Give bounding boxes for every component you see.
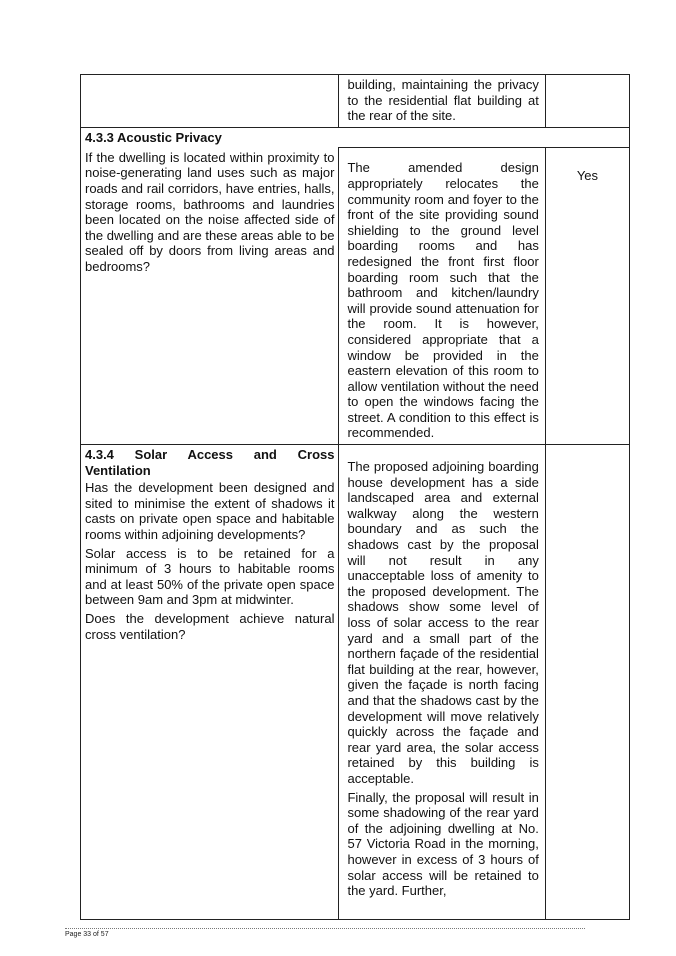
question-cell: [81, 445, 339, 920]
page-number: Page 33 of 57: [65, 931, 109, 938]
assessment-table: [80, 74, 630, 920]
question-text-1: Has the development been designed and sited to minimise the extent of shadows it casts on private open space and habitable rooms within adjoining developments?: [85, 480, 335, 543]
question-text: If the dwelling is located within proximity to noise-generating land uses such as major roads and rail corridors, have entries, halls, storage rooms, bathrooms and laundries been located on the noise affected side of the dwelling and are these areas able to be sealed off by doors from living areas and bedrooms?: [85, 149, 335, 275]
table-row-solar: [81, 445, 630, 920]
table-row-acoustic-heading: [81, 127, 630, 148]
compliance-text: building, maintaining the privacy to the residential flat building at the rear of the site.: [347, 77, 539, 124]
complies-cell: [545, 148, 629, 445]
compliance-text-1: The proposed adjoining boarding house development has a side landscaped area and external walkway along the western boundary and as such the shadows cast by the proposal will not result in any unacceptable loss of amenity to the proposed development. The shadows show some level of loss of solar access to the rear yard and a small part of the northern façade of the residential flat building at the rear, however, given the façade is north facing and that the shadows cast by the development will move relatively quickly across the façade and rear yard area, the solar access retained by this building is acceptable.: [347, 459, 539, 786]
compliance-text-2: Finally, the proposal will result in some shadowing of the rear yard of the adjoining dwelling at No. 57 Victoria Road in the morning, however in excess of 3 hours of solar access will be retained to the yard. Further,: [347, 789, 539, 899]
table-row-continuation: [81, 75, 630, 128]
section-heading-cell: [81, 127, 630, 148]
section-heading: 4.3.4 Solar Access and Cross Ventilation: [85, 447, 335, 478]
question-text-2: Solar access is to be retained for a minimum of 3 hours to habitable rooms and at least 50% of the private open space between 9am and 3pm at midwinter.: [85, 545, 335, 608]
compliance-cell: [339, 445, 545, 920]
section-heading: 4.3.3 Acoustic Privacy: [85, 129, 222, 145]
compliance-cell: [339, 148, 545, 445]
complies-cell: [545, 75, 629, 128]
compliance-cell: [339, 75, 545, 128]
compliance-text: The amended design appropriately relocates the community room and foyer to the front of the site providing sound shielding to the ground level boarding rooms and has redesigned the front first floor boarding room such that the bathroom and kitchen/laundry will provide sound attenuation for the room. It is however, considered appropriate that a window be provided in the eastern elevation of this room to allow ventilation without the need to open the windows facing the street. A condition to this effect is recommended.: [347, 160, 539, 441]
table-row-acoustic: [81, 148, 630, 445]
complies-value: [546, 445, 629, 465]
complies-cell: [545, 445, 629, 920]
complies-value: Yes: [576, 168, 599, 184]
question-cell: [81, 75, 339, 128]
question-cell: [81, 148, 339, 445]
footer-divider: [65, 928, 585, 929]
question-text-3: Does the development achieve natural cross ventilation?: [85, 611, 335, 642]
